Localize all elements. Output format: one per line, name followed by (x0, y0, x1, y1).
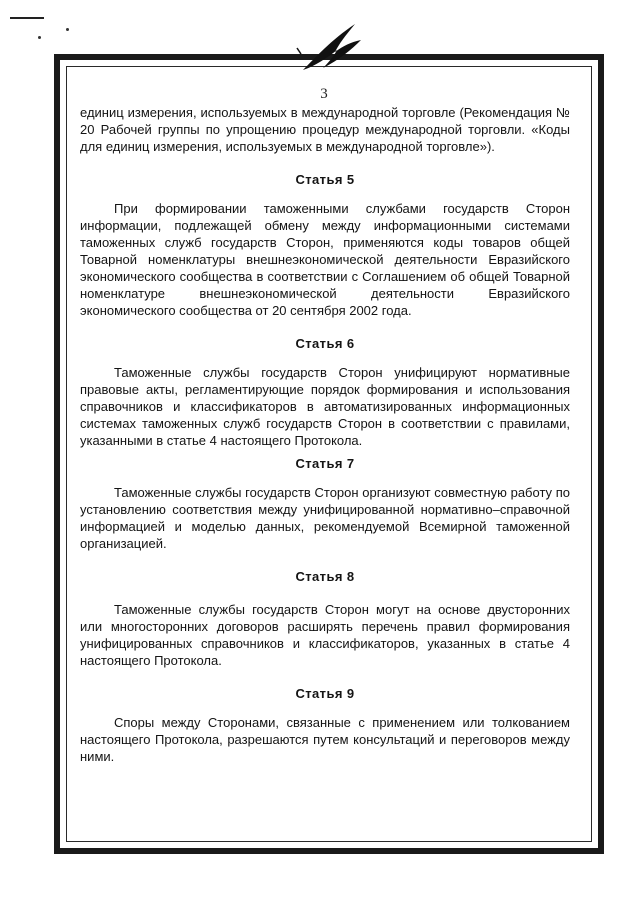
document-body (80, 104, 570, 765)
article-7-text: Таможенные службы государств Сторон организуют совместную работу по установлению соответствия между унифицированной нормативно–справочной информацией и моделью данных, рекомендуемой Всемирной таможенной организацией. (80, 485, 570, 551)
article-8-heading: Статья 8 (295, 569, 355, 584)
article-5-heading: Статья 5 (295, 172, 355, 187)
article-9-text: Споры между Сторонами, связанные с применением или толкованием настоящего Протокола, разрешаются путем консультаций и переговоров между ними. (80, 715, 570, 764)
emblem-icon (295, 18, 367, 80)
article-5-text: При формировании таможенными службами государств Сторон информации, подлежащей обмену между информационными системами таможенных служб государств Сторон, применяются коды товаров общей Товарной номенклатуры внешнеэкономической деятельности Евразийского экономического сообщества в соответствии с Соглашением об общей Товарной номенклатуре внешнеэкономической деятельности Евразийского экономического сообщества от 20 сентября 2002 года. (80, 201, 570, 318)
scan-mark (10, 17, 44, 19)
article-9-heading: Статья 9 (295, 686, 355, 701)
scan-speck (66, 28, 69, 31)
article-6-text: Таможенные службы государств Сторон унифицируют нормативные правовые акты, регламентирующие порядок формирования и использования справочников и классификаторов в автоматизированных информационных системах таможенных служб государств Сторон в соответствии с правилами, указанными в статье 4 настоящего Протокола. (80, 365, 570, 448)
article-8-text: Таможенные службы государств Сторон могут на основе двусторонних или многосторонних договоров расширять перечень правил формирования унифицированных справочников и классификаторов, указанных в статье 4 настоящего Протокола. (80, 602, 570, 668)
article-7-heading: Статья 7 (295, 456, 355, 471)
scan-speck (38, 36, 41, 39)
page-number: 3 (320, 86, 328, 102)
continuation-paragraph: единиц измерения, используемых в международной торговле (Рекомендация № 20 Рабочей группы по упрощению процедур международной торговли. «Коды для единиц измерения, используемых в международной торговле»). (80, 105, 570, 154)
article-6-heading: Статья 6 (295, 336, 355, 351)
